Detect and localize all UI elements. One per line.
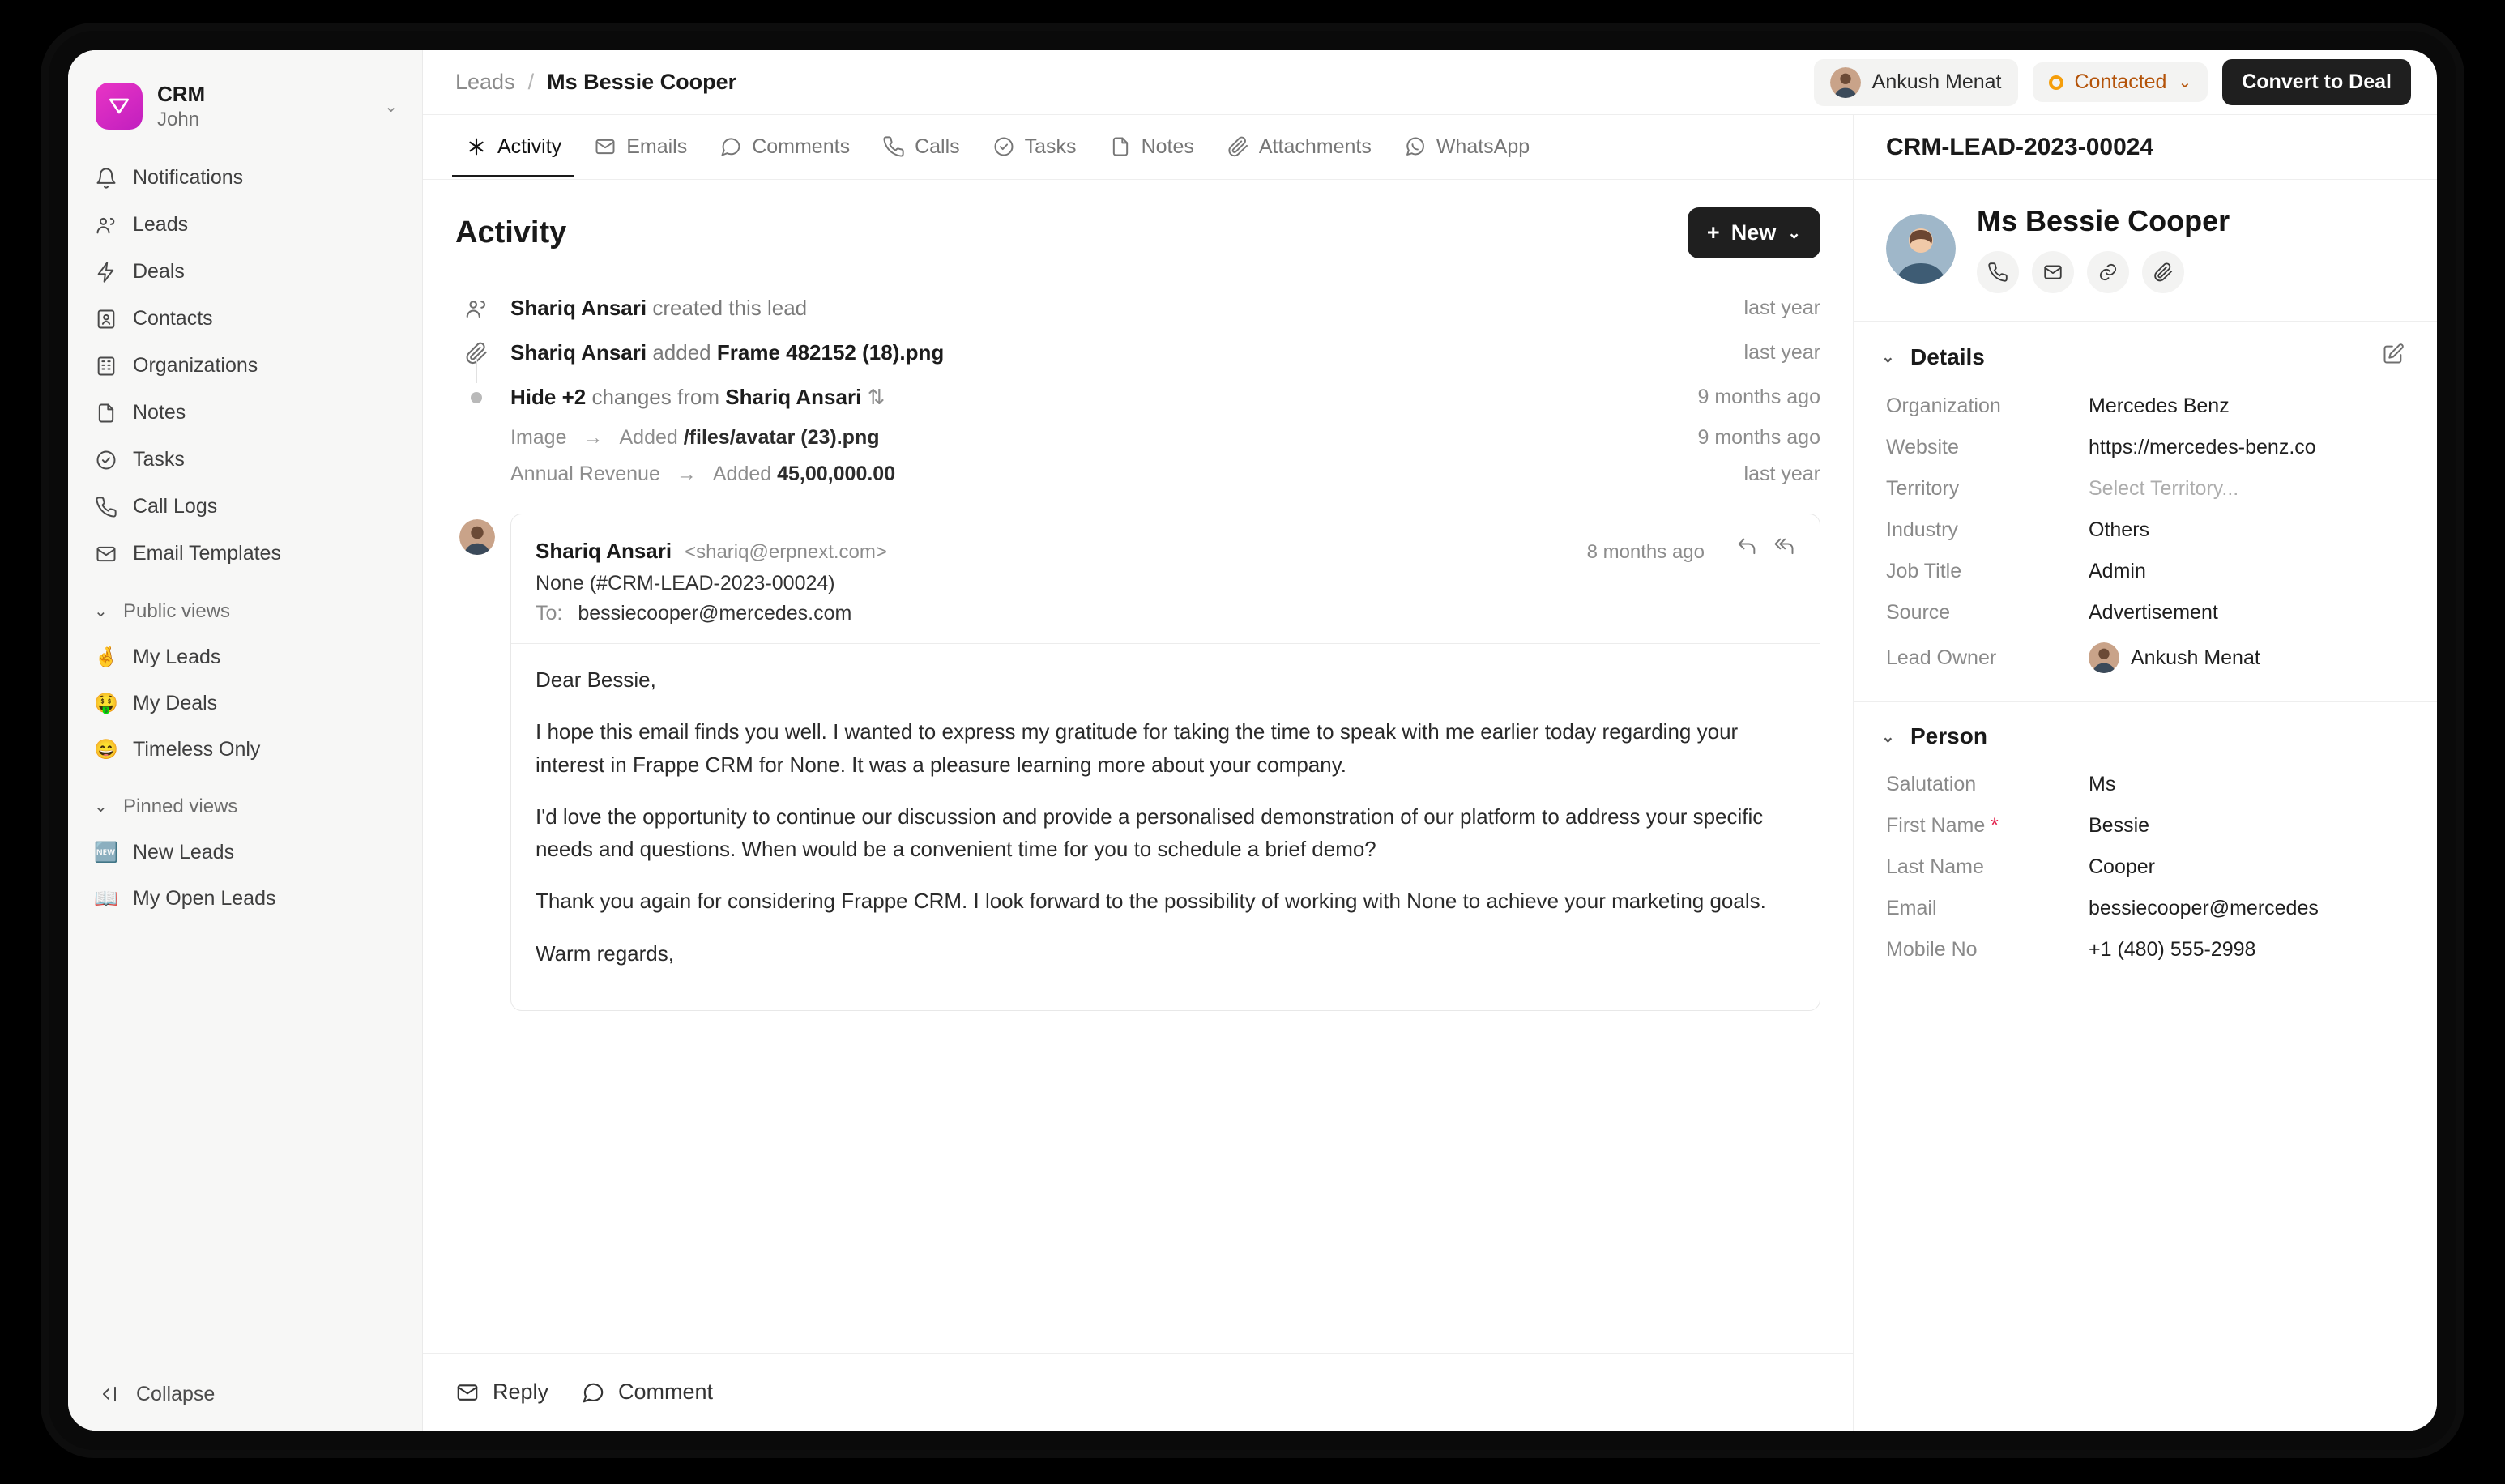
changes-toggle-text [510, 385, 885, 410]
record-id: CRM-LEAD-2023-00024 [1854, 115, 2437, 180]
chevron-down-icon: ⌄ [94, 603, 108, 620]
link-icon[interactable] [2087, 251, 2129, 293]
tab-activity[interactable] [452, 117, 574, 177]
arrow-right-icon: → [676, 463, 697, 485]
section-pinned-views[interactable] [83, 786, 408, 828]
change-action: Added [712, 463, 772, 485]
activity-action: created this lead [652, 296, 808, 320]
sidebar-item-email-templates[interactable] [83, 532, 408, 576]
collapse-icon [97, 1382, 122, 1406]
change-field: Annual Revenue [510, 463, 660, 485]
required-asterisk: * [1985, 814, 1999, 837]
tab-label: Comments [752, 134, 851, 158]
tab-emails[interactable] [581, 117, 700, 177]
field-value: +1 (480) 555-2998 [2089, 938, 2256, 961]
breadcrumb-separator: / [527, 70, 535, 94]
email-sender: Shariq Ansari [536, 539, 672, 563]
sidebar-item-label: Notes [133, 401, 186, 424]
edit-details-icon[interactable] [2382, 343, 2405, 371]
status-label: Contacted [2074, 70, 2167, 93]
detail-field-organization[interactable] [1854, 386, 2437, 427]
organizations-icon [94, 354, 118, 378]
email-header [536, 535, 1795, 564]
sidebar-item-label: Notifications [133, 166, 244, 189]
reply-icon[interactable] [1735, 535, 1758, 558]
new-activity-button[interactable] [1688, 207, 1820, 258]
sidebar-item-call-logs[interactable] [83, 485, 408, 529]
plus-icon: + [1706, 220, 1720, 245]
detail-field-website[interactable] [1854, 427, 2437, 468]
field-value: Cooper [2089, 855, 2155, 878]
tab-comments[interactable] [706, 117, 863, 177]
avatar [1830, 67, 1861, 98]
sidebar-item-label: Timeless Only [133, 737, 261, 761]
email-paragraph: I'd love the opportunity to continue our discussion and provide a personalised demonstration of our platform to address your specific needs and questions. When would be a convenient time for you to schedule a brief demo? [536, 804, 1764, 862]
right-panel [1854, 115, 2437, 1431]
workspace-switcher[interactable] [86, 73, 408, 140]
field-value: Advertisement [2089, 601, 2218, 624]
tab-label: Tasks [1024, 134, 1077, 158]
field-label: Salutation [1886, 773, 1977, 795]
changes-time: 9 months ago [1697, 386, 1820, 408]
activity-text [510, 296, 807, 321]
crm-app [68, 50, 2437, 1431]
chevron-down-icon: ⌄ [94, 798, 108, 816]
person-field-salutation[interactable] [1854, 764, 2437, 805]
change-field: Image [510, 426, 567, 449]
field-value: bessiecooper@mercedes [2089, 897, 2319, 919]
changes-count: +2 [561, 385, 587, 409]
activity-action: added [652, 340, 711, 365]
email-subject: None (#CRM-LEAD-2023-00024) [536, 572, 835, 595]
activity-item [455, 330, 1820, 375]
mail-icon [455, 1380, 480, 1405]
field-value: Ms [2089, 773, 2116, 795]
activity-feed[interactable] [423, 180, 1853, 1353]
field-label: Job Title [1886, 560, 1962, 582]
sidebar-item-label: Call Logs [133, 495, 218, 518]
person-summary [1854, 180, 2437, 322]
new-emoji-icon: 🆕 [94, 841, 118, 864]
page-title: Activity [455, 215, 567, 249]
section-label: Pinned views [123, 795, 238, 817]
changes-text: changes from [591, 385, 719, 409]
section-public-views[interactable] [83, 591, 408, 633]
sidebar-item-label: Contacts [133, 307, 213, 330]
email-paragraph: Dear Bessie, [536, 667, 656, 692]
change-new-value: 45,00,000.00 [777, 463, 896, 485]
status-dot-icon [2049, 75, 2063, 90]
detail-field-lead-owner[interactable] [1854, 633, 2437, 682]
email-paragraph: Warm regards, [536, 940, 674, 966]
tab-label: Notes [1141, 134, 1194, 158]
change-value [713, 463, 895, 486]
field-value: Select Territory... [2089, 477, 2239, 500]
sidebar-item-label: Email Templates [133, 542, 281, 565]
convert-to-deal-button[interactable]: Convert to Deal [2222, 59, 2411, 105]
lead-created-icon [462, 296, 491, 321]
email-body [536, 663, 1795, 970]
tab-label: WhatsApp [1436, 134, 1530, 158]
content-row [423, 115, 2437, 1431]
tasks-icon [94, 448, 118, 472]
field-label: Last Name [1886, 855, 1984, 878]
bell-icon [94, 166, 118, 190]
change-action: Added [619, 426, 678, 449]
deals-icon [94, 260, 118, 284]
sidebar-item-notifications[interactable] [83, 156, 408, 200]
activity-time: last year [1743, 296, 1820, 319]
leads-icon [94, 213, 118, 237]
book-emoji-icon: 📖 [94, 887, 118, 910]
detail-field-source[interactable] [1854, 592, 2437, 633]
tab-label: Activity [497, 134, 562, 158]
tab-label: Calls [915, 134, 960, 158]
comment-label: Comment [618, 1380, 714, 1404]
quick-actions [1977, 251, 2230, 293]
sidebar-item-label: New Leads [133, 840, 235, 864]
field-label: Website [1886, 436, 1959, 458]
field-value: Bessie [2089, 814, 2150, 837]
detail-field-industry[interactable] [1854, 510, 2437, 551]
person-field-mobile-no[interactable] [1854, 929, 2437, 970]
person-field-first-name[interactable] [1854, 805, 2437, 846]
sidebar [68, 50, 423, 1431]
sidebar-nav [68, 156, 422, 923]
sidebar-item-my-leads[interactable] [83, 636, 408, 679]
person-title: Person [1910, 723, 1987, 748]
email-to-label: To: [536, 602, 563, 625]
field-value: Ankush Menat [2131, 646, 2260, 669]
comment-icon [581, 1380, 605, 1405]
chevron-down-icon: ⌄ [2178, 74, 2192, 92]
smile-emoji-icon: 😄 [94, 738, 118, 761]
field-value: Admin [2089, 560, 2146, 582]
activity-item [455, 286, 1820, 330]
field-value: https://mercedes-benz.co [2089, 436, 2316, 458]
sort-icon[interactable]: ⇅ [867, 385, 885, 409]
email-actions [1735, 535, 1795, 558]
field-label: Mobile No [1886, 938, 1978, 961]
sidebar-item-timeless-only[interactable] [83, 728, 408, 771]
chevron-down-icon: ⌄ [384, 97, 398, 116]
change-time: last year [1743, 463, 1820, 485]
details-section-header[interactable] [1854, 322, 2437, 386]
composer-bar [423, 1353, 1853, 1431]
email-recipient: bessiecooper@mercedes.com [578, 602, 852, 625]
activity-time: last year [1743, 341, 1820, 364]
detail-field-job-title[interactable] [1854, 551, 2437, 592]
avatar [459, 519, 495, 555]
brand-title: CRM [157, 82, 206, 106]
field-label: Lead Owner [1886, 646, 1997, 669]
collapse-sidebar-button[interactable] [68, 1364, 422, 1431]
sidebar-item-new-leads[interactable] [83, 831, 408, 874]
brand-user: John [157, 108, 200, 130]
attachment-icon[interactable] [2142, 251, 2184, 293]
person-field-email[interactable] [1854, 888, 2437, 929]
new-button-label: New [1730, 220, 1777, 245]
field-label: Source [1886, 601, 1951, 624]
activity-object: Frame 482152 (18).png [716, 340, 945, 365]
field-value: Mercedes Benz [2089, 394, 2230, 417]
avatar [2089, 642, 2119, 673]
reply-all-icon[interactable] [1773, 535, 1795, 558]
topbar-actions [1814, 59, 2411, 106]
tab-whatsapp[interactable] [1391, 117, 1543, 177]
sidebar-item-my-deals[interactable] [83, 682, 408, 725]
phone-icon [94, 495, 118, 519]
activity-actor: Shariq Ansari [510, 296, 647, 320]
mail-icon [94, 542, 118, 566]
changes-toggle-row[interactable] [455, 375, 1820, 420]
contacts-icon [94, 307, 118, 331]
sidebar-item-label: My Leads [133, 645, 221, 668]
person-name: Ms Bessie Cooper [1977, 204, 2230, 237]
email-recipient-row [536, 602, 1795, 625]
tab-notes[interactable] [1096, 117, 1207, 177]
email-time: 8 months ago [1586, 541, 1705, 563]
lead-owner-name: Ankush Menat [1871, 70, 2002, 93]
sidebar-item-label: My Deals [133, 691, 218, 714]
sidebar-item-label: Deals [133, 260, 185, 283]
sidebar-item-leads[interactable] [83, 203, 408, 247]
sidebar-item-contacts[interactable] [83, 297, 408, 341]
details-title: Details [1910, 343, 1985, 369]
field-label: First Name * [1886, 814, 1999, 837]
tab-bar [423, 115, 1853, 180]
mail-icon[interactable] [2032, 251, 2074, 293]
activity-header [455, 207, 1820, 258]
device-frame [49, 31, 2456, 1450]
reply-label: Reply [493, 1380, 549, 1404]
sidebar-item-my-open-leads[interactable] [83, 877, 408, 920]
main-area [423, 50, 2437, 1431]
detail-field-territory[interactable] [1854, 468, 2437, 510]
collapse-label: Collapse [136, 1382, 216, 1405]
sidebar-item-label: Organizations [133, 354, 258, 377]
tab-label: Attachments [1258, 134, 1372, 158]
change-row [455, 420, 1820, 456]
field-label: Territory [1886, 477, 1960, 500]
section-label: Public views [123, 599, 231, 622]
email-activity-card [510, 514, 1820, 1011]
breadcrumb-leads[interactable]: Leads [455, 70, 515, 94]
crm-logo-icon [96, 83, 143, 130]
field-label: Industry [1886, 518, 1958, 541]
sidebar-item-tasks[interactable] [83, 438, 408, 482]
change-new-value: /files/avatar (23).png [683, 426, 880, 449]
timeline-dot-icon [462, 392, 491, 403]
avatar[interactable] [1886, 214, 1956, 284]
sidebar-item-deals[interactable] [83, 250, 408, 294]
change-row [455, 456, 1820, 493]
reply-button[interactable] [455, 1380, 548, 1405]
email-sender-address: <shariq@erpnext.com> [685, 541, 887, 563]
activity-actor: Shariq Ansari [510, 340, 647, 365]
field-value: Others [2089, 518, 2150, 541]
field-label: Organization [1886, 394, 2001, 417]
sidebar-item-label: Leads [133, 213, 189, 236]
phone-icon[interactable] [1977, 251, 2019, 293]
activity-text [510, 340, 944, 365]
timeline-line [476, 357, 477, 383]
topbar [423, 50, 2437, 115]
field-value-wrapper [2089, 642, 2260, 673]
chevron-down-icon: ⌄ [1881, 727, 1895, 746]
tab-tasks[interactable] [979, 117, 1090, 177]
field-label: Email [1886, 897, 1937, 919]
tab-calls[interactable] [869, 117, 973, 177]
changes-actor: Shariq Ansari [725, 385, 862, 409]
sidebar-item-organizations[interactable] [83, 344, 408, 388]
tab-attachments[interactable] [1214, 117, 1385, 177]
email-paragraph: I hope this email finds you well. I wanted to express my gratitude for taking the time to speak with me earlier today regarding your interest in Frappe CRM for None. It was a pleasure learning more about your company. [536, 719, 1739, 777]
arrow-right-icon: → [583, 426, 604, 449]
person-section-header[interactable] [1854, 702, 2437, 764]
divider [511, 643, 1820, 644]
chevron-down-icon: ⌄ [1881, 348, 1895, 366]
status-badge[interactable] [2033, 62, 2208, 102]
notes-icon [94, 401, 118, 425]
email-paragraph: Thank you again for considering Frappe CRM. I look forward to the possibility of working with None to achieve your marketing goals. [536, 889, 1766, 914]
sidebar-item-notes[interactable] [83, 391, 408, 435]
lead-owner-pill[interactable] [1814, 59, 2018, 106]
hand-emoji-icon: 🤞 [94, 646, 118, 668]
comment-button[interactable] [581, 1380, 713, 1405]
person-field-last-name[interactable] [1854, 846, 2437, 888]
tab-label: Emails [626, 134, 688, 158]
changes-hide-label: Hide [510, 385, 557, 409]
money-face-emoji-icon: 🤑 [94, 692, 118, 714]
center-panel [423, 115, 1854, 1431]
sidebar-item-label: Tasks [133, 448, 185, 471]
breadcrumb-current: Ms Bessie Cooper [547, 70, 737, 94]
chevron-down-icon: ⌄ [1787, 224, 1801, 242]
sidebar-item-label: My Open Leads [133, 886, 276, 910]
change-value [619, 426, 879, 450]
change-time: 9 months ago [1697, 426, 1820, 449]
